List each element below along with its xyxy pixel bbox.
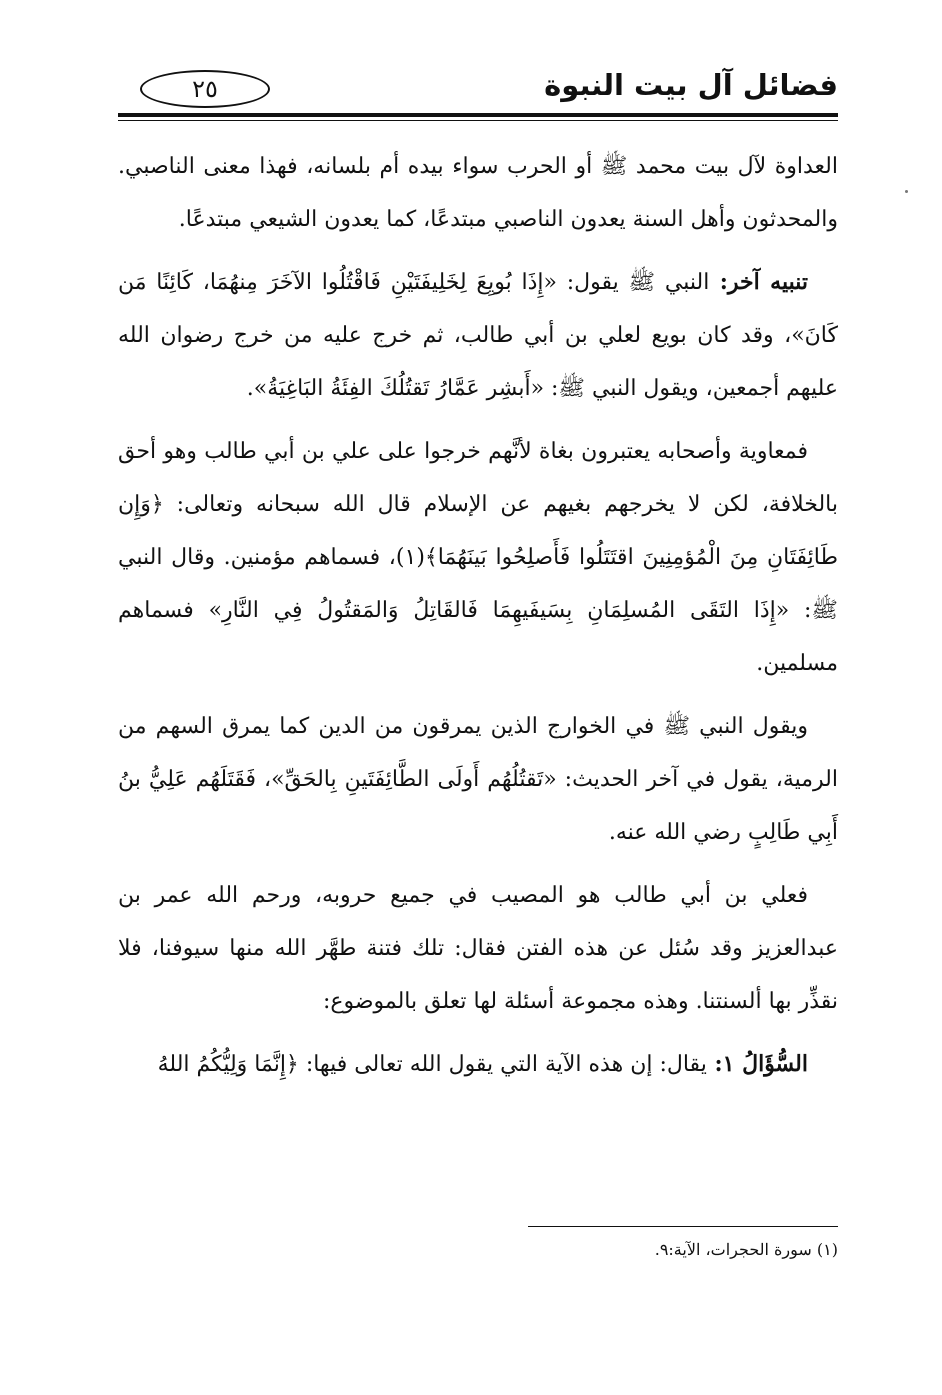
footnote: (١) سورة الحجرات، الآية:٩. [654, 1240, 838, 1259]
question-label: السُّؤَالُ ١: [706, 1051, 808, 1077]
paragraph-1 [118, 140, 838, 246]
paragraph-3 [118, 425, 838, 690]
paragraph-6-text: يقال: إن هذه الآية التي يقول الله تعالى فيها: ﴿إِنَّمَا وَلِيُّكُمُ اللهُ [157, 1052, 707, 1077]
paragraph-2-lead: تنبيه آخر: [709, 269, 808, 295]
paragraph-6 [118, 1038, 838, 1091]
footnote-divider [528, 1226, 838, 1227]
header-divider-thick [118, 113, 838, 117]
paragraph-2-text: النبي ﷺ يقول: «إِذَا بُويِعَ لِخَلِيفَتَيْنِ فَاقْتُلُوا الآخَرَ مِنهُمَا، كَائِنًا مَن كَانَ»، وقد كان بويع لعلي بن أبي طالب، ثم خرج عليه من خرج رضوان الله عليهم أجمعين، ويقول النبي ﷺ: «أَبشِر عَمَّارُ تَقتُلُكَ الفِئَةُ البَاغِيَةُ». [118, 270, 838, 401]
main-text [118, 140, 838, 1101]
book-title: فضائل آل بيت النبوة [544, 68, 838, 102]
paragraph-4-text: ويقول النبي ﷺ في الخوارج الذين يمرقون من الدين كما يمرق السهم من الرمية، يقول في آخر الحديث: «تَقتُلُهُم أَولَى الطَّائِفَتَينِ بِالحَقِّ»، فَقَتَلَهُم عَلِيُّ بنُ أَبِي طَالِبٍ رضي الله عنه. [118, 714, 838, 845]
paragraph-2 [118, 256, 838, 415]
paragraph-5 [118, 869, 838, 1028]
page-number-badge: ٢٥ [140, 70, 270, 108]
header-divider-thin [118, 120, 838, 121]
paragraph-4 [118, 700, 838, 859]
paragraph-5-text: فعلي بن أبي طالب هو المصيب في جميع حروبه، ورحم الله عمر بن عبدالعزيز وقد سُئل عن هذه الفتن فقال: تلك فتنة طهَّر الله منها سيوفنا، فلا نقذِّر بها ألسنتنا. وهذه مجموعة أسئلة لها تعلق بالموضوع: [118, 883, 838, 1014]
paragraph-3-text: فمعاوية وأصحابه يعتبرون بغاة لأنَّهم خرجوا على علي بن أبي طالب وهو أحق بالخلافة، لكن لا يخرجهم بغيهم عن الإسلام قال الله سبحانه وتعالى: ﴿وَإِن طَائِفَتَانِ مِنَ الْمُؤمِنِينَ اقتَتَلُوا فَأَصلِحُوا بَينَهُمَا﴾(١)، فسماهم مؤمنين. وقال النبي ﷺ: «إِذَا التَقَى المُسلِمَانِ بِسَيفَيهِمَا فَالقَاتِلُ وَالمَقتُولُ فِي النَّارِ» فسماهم مسلمين. [118, 439, 838, 676]
margin-dot-mark [905, 190, 908, 193]
paragraph-1-text: العداوة لآل بيت محمد ﷺ أو الحرب سواء بيده أم بلسانه، فهذا معنى الناصبي. والمحدثون وأهل السنة يعدون الناصبي مبتدعًا، كما يعدون الشيعي مبتدعًا. [118, 154, 838, 232]
page-header [118, 60, 838, 124]
